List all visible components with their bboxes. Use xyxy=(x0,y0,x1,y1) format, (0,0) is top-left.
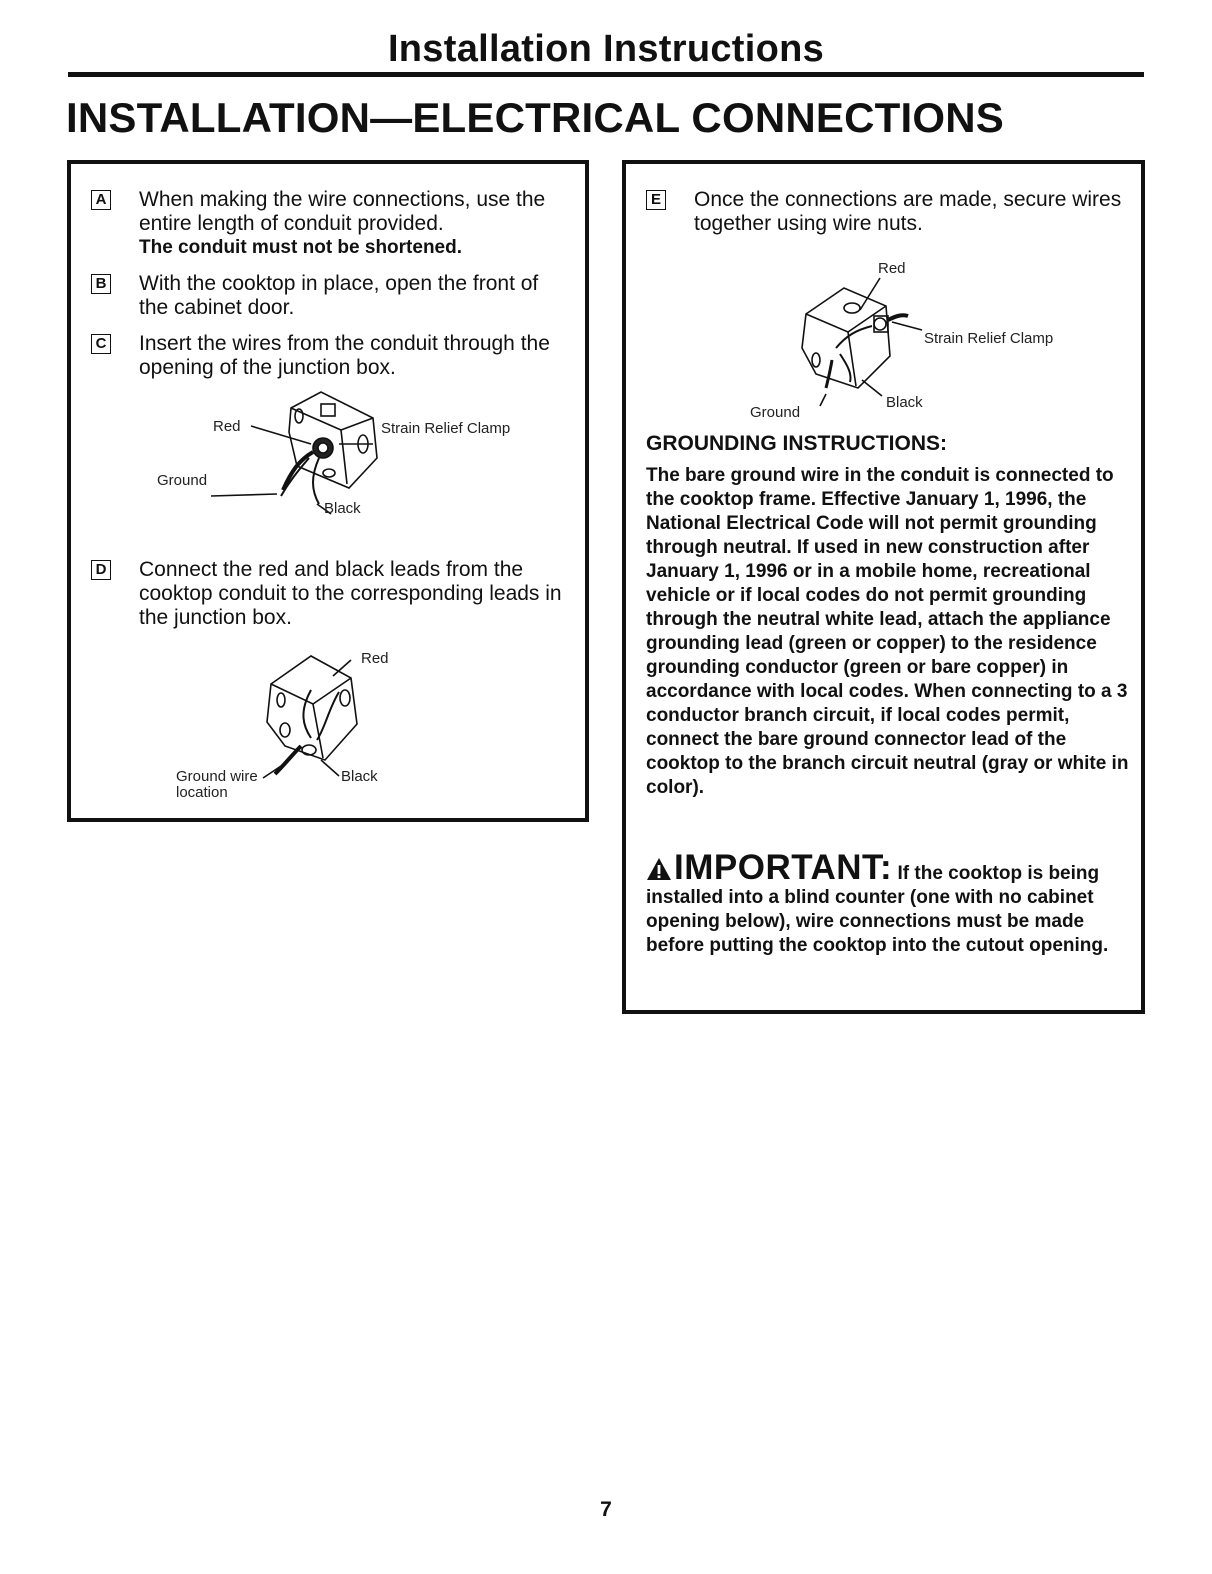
step-b-letter: B xyxy=(91,274,111,294)
figure-d-ground-wire-label: Ground wire xyxy=(176,768,258,785)
figure-c-black-label: Black xyxy=(324,500,361,517)
section-title: INSTALLATION—ELECTRICAL CONNECTIONS xyxy=(66,94,1004,141)
important-notice xyxy=(646,848,1131,958)
figure-d-red-label: Red xyxy=(361,650,389,667)
important-text: If the cooktop is being installed into a blind counter (one with no cabinet opening below), wire connections must be made before putting the cooktop into the cutout opening. xyxy=(646,863,1109,956)
warning-triangle-icon xyxy=(646,857,672,881)
figure-d-location-label: location xyxy=(176,784,228,801)
figure-c-strain-relief-label: Strain Relief Clamp xyxy=(381,420,511,437)
figure-junction-box-secured xyxy=(736,256,1106,426)
figure-junction-box-insert xyxy=(141,386,561,546)
header-rule xyxy=(68,72,1144,77)
step-a-text xyxy=(139,188,573,260)
step-c-letter: C xyxy=(91,334,111,354)
page-number: 7 xyxy=(600,1498,612,1521)
figure-e-ground-label: Ground xyxy=(750,404,801,421)
step-b-text: With the cooktop in place, open the front of the cabinet door. xyxy=(139,272,539,319)
figure-c-red-label: Red xyxy=(213,418,241,435)
step-d-letter: D xyxy=(91,560,111,580)
grounding-heading: GROUNDING INSTRUCTIONS: xyxy=(646,432,947,455)
right-instruction-panel xyxy=(622,160,1145,1014)
step-a-body: When making the wire connections, use the entire length of conduit provided. xyxy=(139,188,546,235)
step-c-text: Insert the wires from the conduit through the opening of the junction box. xyxy=(139,332,550,379)
figure-c-ground-label: Ground xyxy=(157,472,208,489)
page-header-title: Installation Instructions xyxy=(387,28,825,70)
step-a-warning: The conduit must not be shortened. xyxy=(139,237,462,258)
figure-e-black-label: Black xyxy=(886,394,923,411)
step-e-letter: E xyxy=(646,190,666,210)
figure-d-black-label: Black xyxy=(341,768,378,785)
left-instruction-panel xyxy=(67,160,589,822)
step-d-text: Connect the red and black leads from the cooktop conduit to the corresponding leads in the junction box. xyxy=(139,558,562,629)
junction-box-insert-drawing xyxy=(141,386,561,546)
figure-junction-box-leads xyxy=(161,642,501,802)
step-e-text: Once the connections are made, secure wires together using wire nuts. xyxy=(694,188,1122,235)
grounding-body: The bare ground wire in the conduit is connected to the cooktop frame. Effective January 1, 1996, the National Electrical Code will not permit grounding through neutral. If used in new construction after January 1, 1996 or in a mobile home, recreational vehicle or if local codes do not permit grounding through the neutral white lead, attach the appliance grounding lead (green or copper) to the residence grounding conductor (green or bare copper) in accordance with local codes. When connecting to a 3 conductor branch circuit, if local codes permit, connect the bare ground connector lead of the cooktop to the branch circuit neutral (gray or white in color). xyxy=(646,465,1129,798)
important-label: IMPORTANT: xyxy=(674,848,893,887)
figure-e-red-label: Red xyxy=(878,260,906,277)
step-a-letter: A xyxy=(91,190,111,210)
figure-e-strain-relief-label: Strain Relief Clamp xyxy=(924,330,1054,347)
